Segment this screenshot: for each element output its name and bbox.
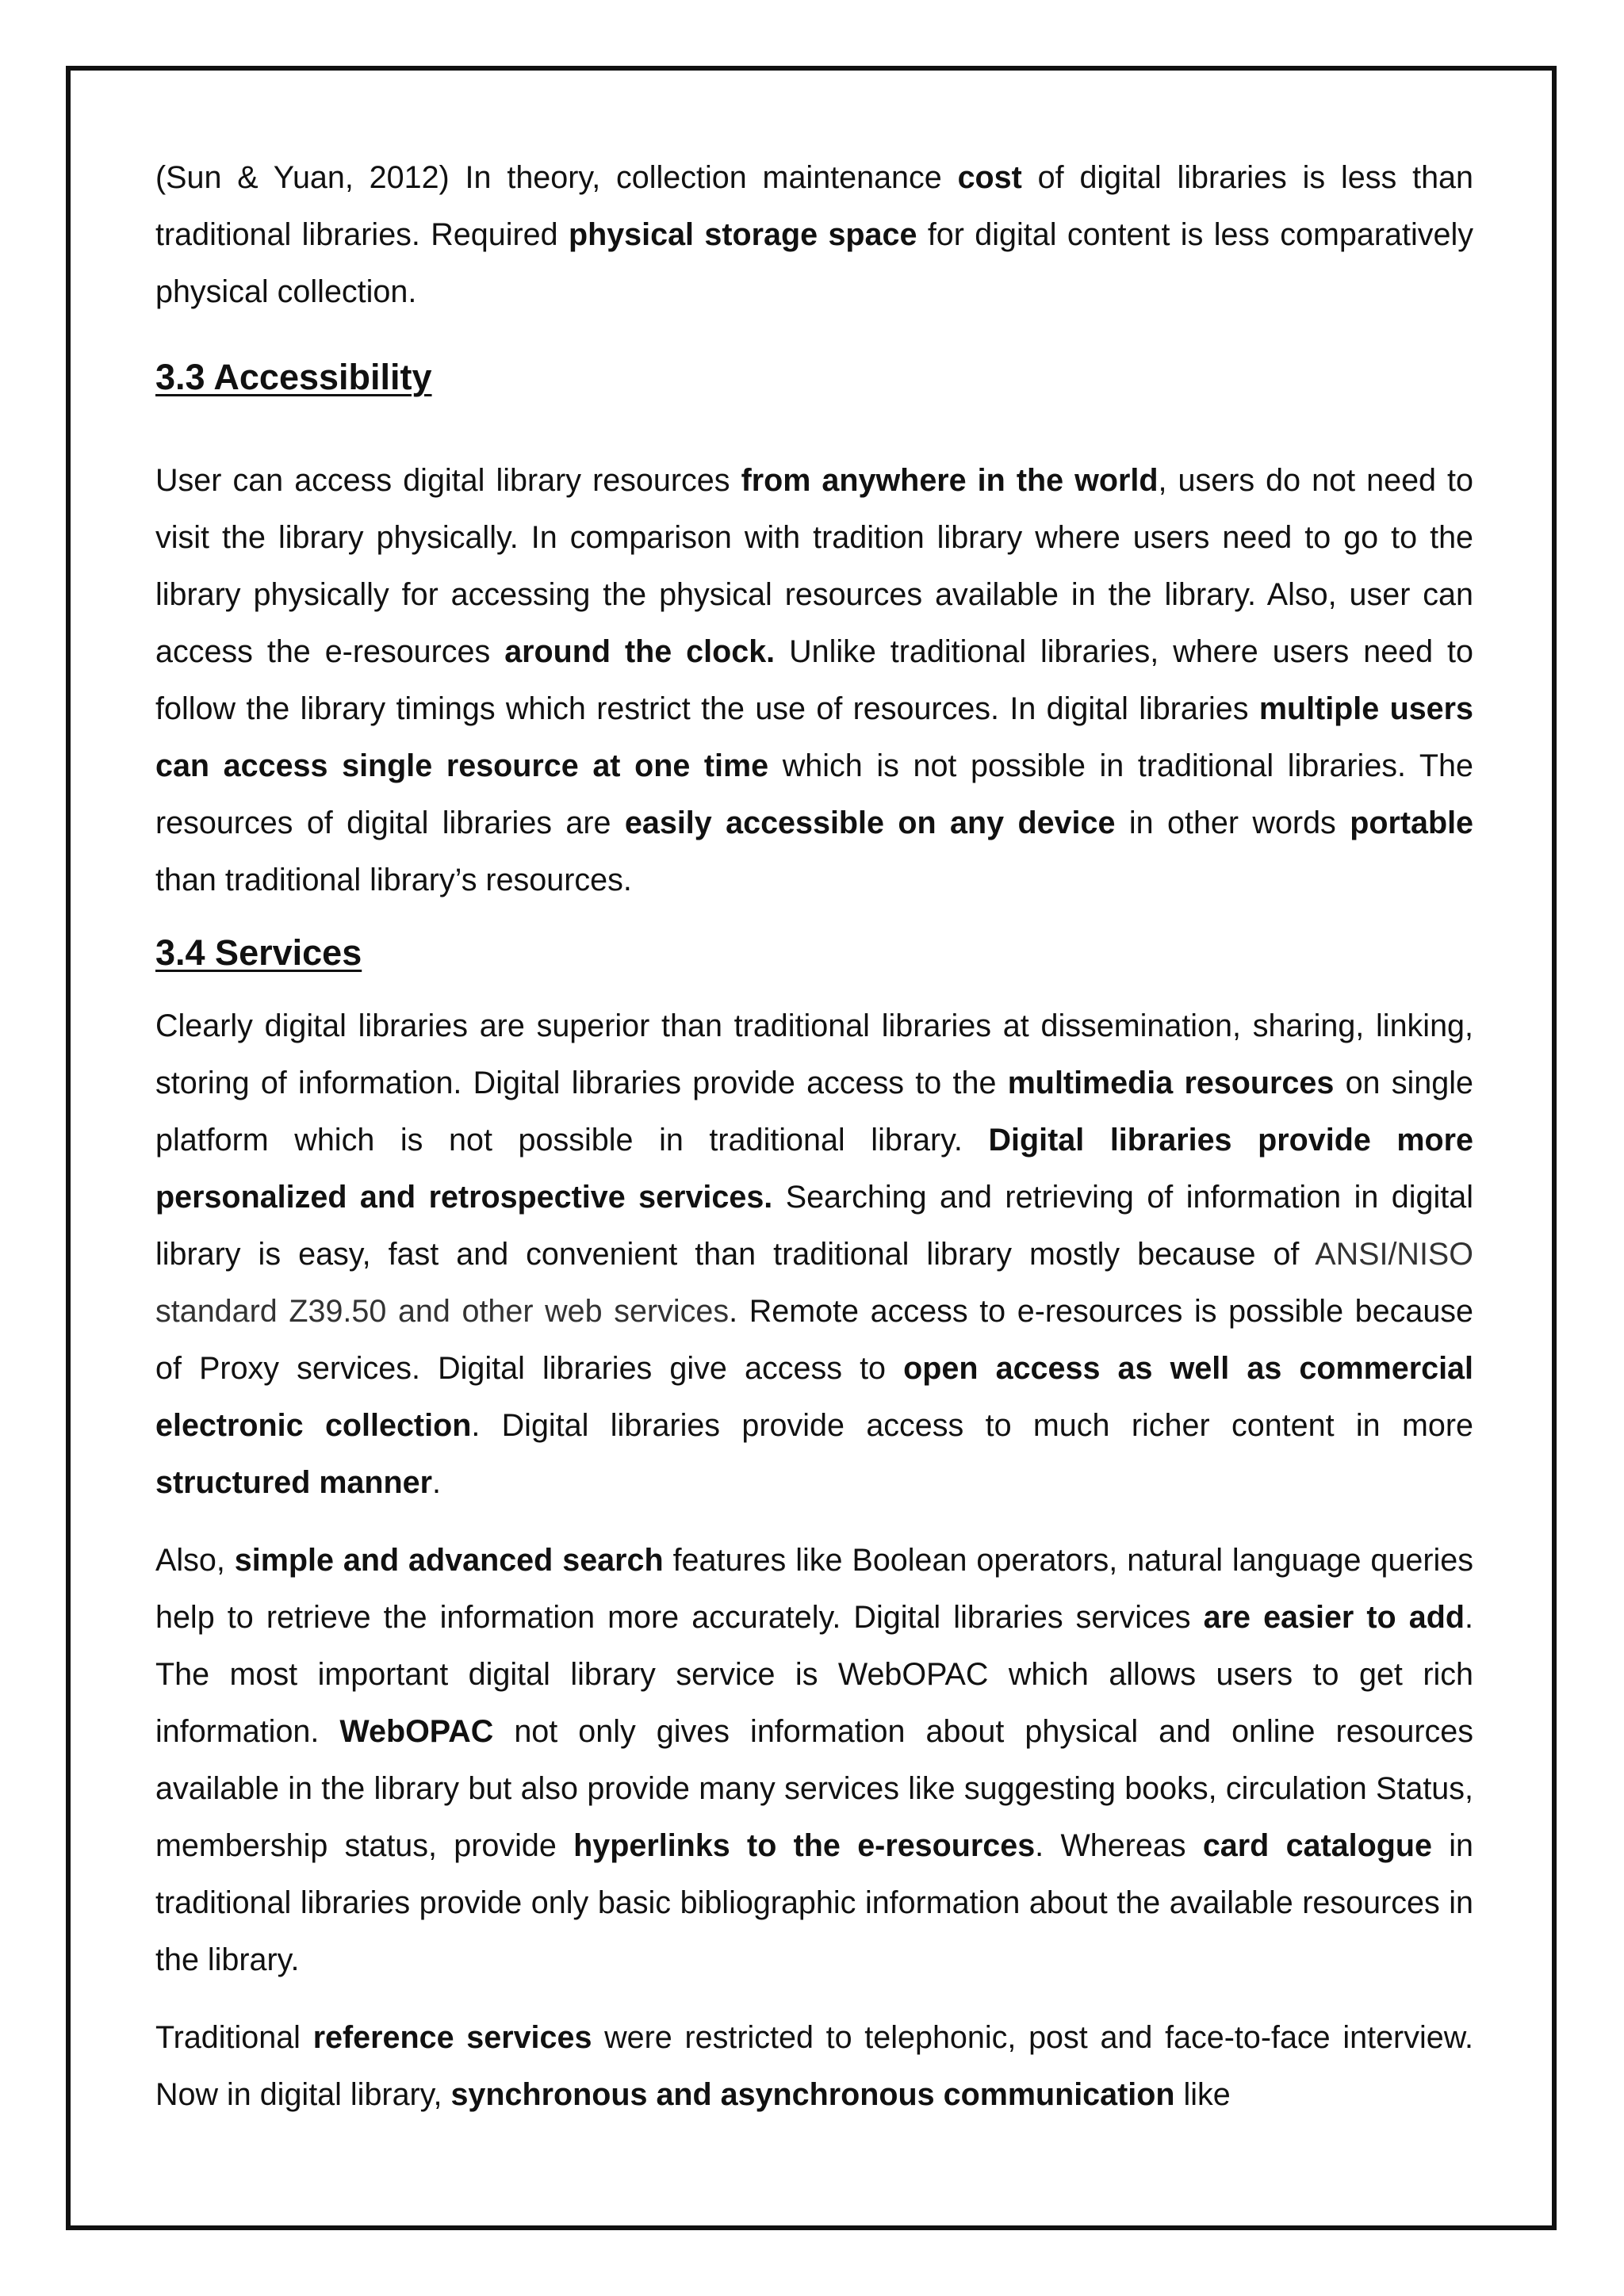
paragraph-cost (155, 149, 1473, 320)
paragraph-services-1 (155, 997, 1473, 1511)
document-body (155, 149, 1473, 2123)
text-run: Clearly digital libraries are superior than traditional libraries at dissemination, sharing, linking, storing of information. Digital libraries provide access to the (155, 1008, 1473, 1100)
bold-text-run: are easier to add (1203, 1600, 1465, 1635)
paragraph-accessibility (155, 452, 1473, 909)
text-run: not only gives information about physical and online resources available in the library but also provide many services like suggesting books, circulation Status, membership status, provide (155, 1714, 1473, 1863)
text-run: like (1174, 2077, 1231, 2112)
bold-text-run: easily accessible on any device (624, 806, 1116, 840)
text-run: , users do not need to visit the library physically. In comparison with tradition library where users need to go to the library physically for accessing the physical resources available in the library. Also, user can access the e-resources (155, 463, 1474, 669)
text-run: in other words (1115, 806, 1350, 840)
heading-services: 3.4 Services (155, 932, 362, 973)
heading-accessibility: 3.3 Accessibility (155, 357, 432, 397)
text-run: of digital libraries is less than traditional libraries. Required (155, 160, 1473, 252)
bold-text-run: reference services (312, 2020, 592, 2055)
text-run: than traditional library’s resources. (155, 863, 632, 897)
text-run: (Sun & Yuan, 2012) In theory, collection maintenance (155, 160, 958, 195)
text-run: on single platform which is not possible in traditional library. (155, 1066, 1473, 1158)
text-run: Unlike traditional libraries, where users need to follow the library timings which restrict the use of resources. In digital libraries (155, 634, 1473, 726)
bold-text-run: around the clock. (504, 634, 776, 669)
text-run: were restricted to telephonic, post and face-to-face interview. Now in digital library, (155, 2020, 1474, 2112)
bold-text-run: synchronous and asynchronous communication (450, 2077, 1175, 2112)
text-run: . Digital libraries provide access to much richer content in more (471, 1408, 1473, 1443)
text-run: . Remote access to e-resources is possible because of Proxy services. Digital libraries give access to (155, 1294, 1474, 1386)
text-run: which is not possible in traditional libraries. The resources of digital libraries are (155, 748, 1473, 840)
text-run: . The most important digital library service is WebOPAC which allows users to get rich information. (155, 1600, 1473, 1749)
text-run: Also, (155, 1543, 235, 1578)
bold-text-run: portable (1350, 806, 1474, 840)
text-run: in traditional libraries provide only basic bibliographic information about the available resources in the library. (155, 1828, 1474, 1977)
text-run: . (432, 1465, 441, 1500)
bold-text-run: cost (957, 160, 1022, 195)
bold-text-run: multimedia resources (1007, 1066, 1335, 1100)
bold-text-run: hyperlinks to the e-resources (573, 1828, 1036, 1863)
bold-text-run: structured manner (155, 1465, 433, 1500)
bold-text-run: open access as well as commercial electronic collection (155, 1351, 1473, 1443)
bold-text-run: card catalogue (1202, 1828, 1432, 1863)
bold-text-run: WebOPAC (339, 1714, 494, 1749)
bold-text-run: simple and advanced search (234, 1543, 664, 1578)
text-run: features like Boolean operators, natural language queries help to retrieve the information more accurately. Digital libraries services (155, 1543, 1473, 1635)
text-run: User can access digital library resources (155, 463, 741, 498)
paragraph-services-2 (155, 1532, 1473, 1988)
text-run: . Whereas (1035, 1828, 1203, 1863)
text-run: Traditional (155, 2020, 313, 2055)
bold-text-run: multiple users can access single resource at one time (155, 691, 1473, 783)
bold-text-run: Digital libraries provide more personalized and retrospective services. (155, 1123, 1473, 1215)
text-run: for digital content is less comparatively physical collection. (155, 217, 1473, 309)
text-run: ANSI/NISO standard Z39.50 and other web services (155, 1237, 1473, 1329)
text-run: Searching and retrieving of information in digital library is easy, fast and convenient than traditional library mostly because of (155, 1180, 1473, 1272)
bold-text-run: physical storage space (568, 217, 917, 252)
paragraph-services-3 (155, 2009, 1473, 2123)
bold-text-run: from anywhere in the world (741, 463, 1159, 498)
